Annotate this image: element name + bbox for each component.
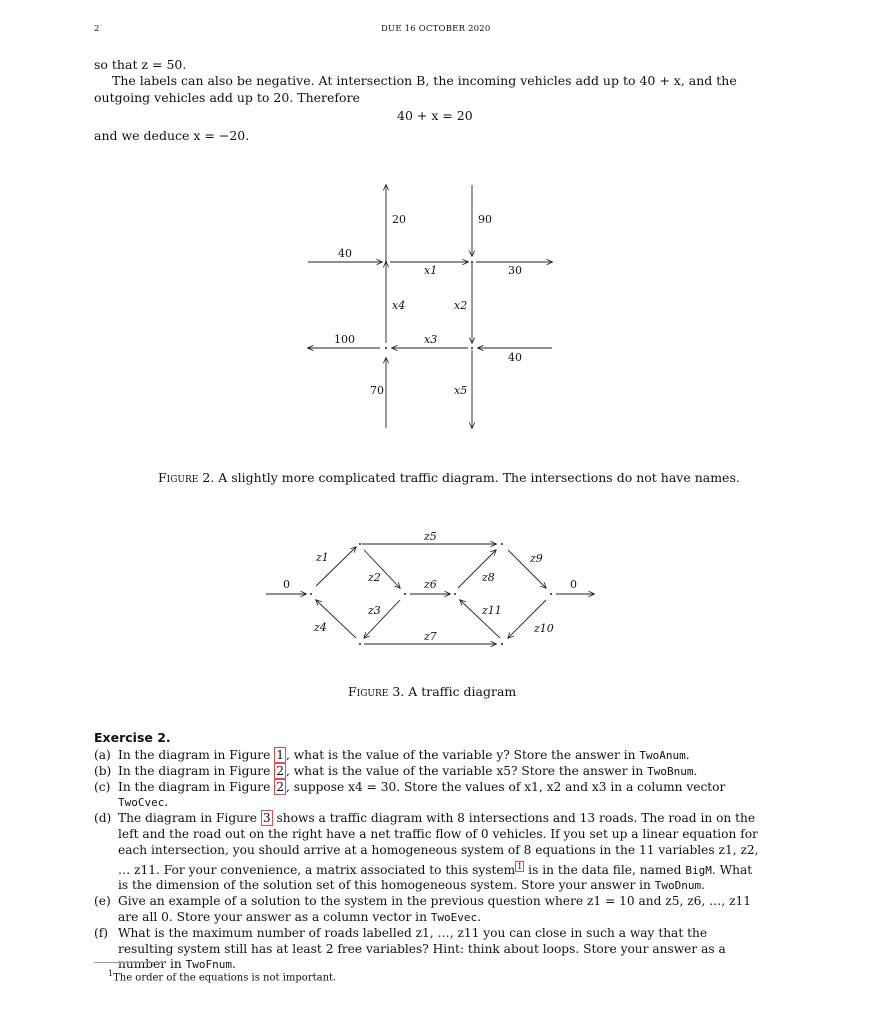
label-x3: x3 <box>424 333 438 346</box>
intersection-dot <box>471 347 473 349</box>
road-z2 <box>364 550 400 588</box>
variable-name: TwoCvec <box>118 796 165 810</box>
item-label: (c) <box>94 779 111 794</box>
variable-name: TwoBnum <box>647 764 694 778</box>
item-text: . <box>477 910 482 925</box>
figure-2-caption <box>158 470 740 485</box>
exercise-item-f <box>94 926 766 973</box>
road-z10 <box>508 600 546 638</box>
label-20: 20 <box>392 213 406 226</box>
footnote <box>108 969 336 983</box>
intersection-dot <box>454 593 456 595</box>
label-z3: z3 <box>368 604 381 617</box>
road-z11 <box>460 600 500 638</box>
label-40-left: 40 <box>338 247 352 260</box>
item-label: (d) <box>94 811 112 826</box>
label-x2: x2 <box>454 299 468 312</box>
label-z7: z7 <box>424 630 437 643</box>
footnote-rule <box>94 962 164 963</box>
intersection-dot <box>359 643 361 645</box>
figure-3-caption <box>348 684 516 699</box>
page-number: 2 <box>94 24 100 34</box>
label-z9: z9 <box>530 552 543 565</box>
item-text: , what is the value of the variable x5? Store the answer in <box>285 763 648 778</box>
label-x1: x1 <box>424 264 438 277</box>
item-text: Give an example of a solution to the system in the previous question where z1 = 10 and z5, z6, …, z11 are all 0. Store your answer as a column vector in <box>118 894 752 925</box>
variable-name: TwoEvec <box>430 911 478 925</box>
item-text: . What is the dimension of the solution set of this homogeneous system. Store your answer in <box>118 862 753 893</box>
exercise-item-e <box>94 894 766 926</box>
variable-name: BigM <box>685 863 712 877</box>
label-z8: z8 <box>482 571 495 584</box>
intersection-dot <box>310 593 312 595</box>
label-40-right: 40 <box>508 351 522 364</box>
label-x5: x5 <box>454 384 468 397</box>
exercise-items <box>94 748 766 973</box>
label-30: 30 <box>508 264 522 277</box>
road-z1 <box>316 547 356 586</box>
item-text: . <box>685 748 690 762</box>
item-text: , suppose x4 = 30. Store the values of x1, x2 and x3 in a column vector <box>285 779 726 794</box>
item-text: What is the maximum number of roads labelled z1, …, z11 you can close in such a way that the resulting system still has at least 2 free variables? Hint: think about loops. Store your answer as a number in <box>118 925 726 972</box>
exercise-item-d <box>94 811 766 894</box>
label-100: 100 <box>334 333 355 346</box>
item-label: (f) <box>94 925 109 940</box>
figure-ref-link[interactable]: 1 <box>276 748 284 762</box>
label-in-0: 0 <box>283 578 290 591</box>
item-text: In the diagram in Figure <box>118 763 275 778</box>
variable-name: TwoFnum <box>185 958 232 972</box>
figure-ref-link[interactable]: 2 <box>276 779 284 794</box>
intersection-dot <box>501 643 503 645</box>
item-text: . <box>701 878 705 893</box>
road-z8 <box>458 550 496 588</box>
figure-ref-link[interactable]: 2 <box>276 763 284 778</box>
label-z10: z10 <box>534 622 554 635</box>
footnote-mark: 1 <box>108 969 114 978</box>
intersection-dot <box>385 347 387 349</box>
figure-2-caption-label: Figure 2. <box>158 470 215 485</box>
label-z4: z4 <box>314 621 327 634</box>
label-z11: z11 <box>482 604 502 617</box>
intersection-dot <box>404 593 406 595</box>
item-text: . <box>231 957 236 972</box>
variable-name: TwoAnum <box>639 749 686 762</box>
item-text: . <box>164 795 169 810</box>
intersection-dot <box>501 543 503 545</box>
label-z6: z6 <box>424 578 437 591</box>
item-label: (a) <box>94 748 111 762</box>
exercise-item-c <box>94 780 766 812</box>
intersection-dot <box>385 261 387 263</box>
intersection-dot <box>471 261 473 263</box>
text-line-z: so that z = 50. <box>94 57 187 72</box>
text-deduce: and we deduce x = −20. <box>94 128 250 143</box>
label-z1: z1 <box>316 551 329 564</box>
footnote-text: The order of the equations is not important. <box>113 972 337 984</box>
figure-3-caption-text: A traffic diagram <box>408 684 517 699</box>
road-z9 <box>508 550 546 588</box>
exercise-title: Exercise 2. <box>94 730 171 745</box>
item-text: In the diagram in Figure <box>118 748 275 762</box>
item-text: The diagram in Figure <box>118 811 261 826</box>
item-label: (b) <box>94 763 112 778</box>
item-text: . <box>693 763 698 778</box>
variable-name: TwoDnum <box>654 879 702 893</box>
paragraph-negative-labels: The labels can also be negative. At intersection B, the incoming vehicles add up to 40 + x, and the outgoing vehicles add up to 20. Therefore <box>94 73 737 105</box>
label-z2: z2 <box>368 571 381 584</box>
label-x4: x4 <box>392 299 406 312</box>
item-text: , what is the value of the variable y? Store the answer in <box>285 748 640 762</box>
exercise-item-b <box>94 764 766 780</box>
intersection-dot <box>550 593 552 595</box>
item-text: shows a traffic diagram with 8 intersections and 13 roads. The road in on the left and the road out on the right have a net traffic flow of 0 vehicles. If you set up a linear equation for each intersection, you should arrive at a homogeneous system of 8 equations in the 11 variables z1, z2, … z11. For your convenience, a matrix associated to this system <box>118 811 759 877</box>
road-z4 <box>316 600 356 638</box>
item-text: In the diagram in Figure <box>118 779 275 794</box>
running-header: DUE 16 OCTOBER 2020 <box>381 24 491 34</box>
figure-3-caption-label: Figure 3. <box>348 684 405 699</box>
figure-ref-link[interactable]: 3 <box>262 811 271 826</box>
label-out-0: 0 <box>570 578 577 591</box>
exercise-item-a <box>94 748 766 764</box>
item-text: is in the data file, named <box>524 862 686 877</box>
footnote-ref-link[interactable]: 1 <box>517 861 523 871</box>
equation-40-plus-x: 40 + x = 20 <box>397 108 473 123</box>
figure-2-caption-text: A slightly more complicated traffic diagram. The intersections do not have names. <box>218 470 740 485</box>
label-90: 90 <box>478 213 492 226</box>
item-label: (e) <box>94 894 111 909</box>
label-70: 70 <box>370 384 384 397</box>
label-z5: z5 <box>424 530 437 543</box>
road-z3 <box>364 600 400 638</box>
intersection-dot <box>359 543 361 545</box>
